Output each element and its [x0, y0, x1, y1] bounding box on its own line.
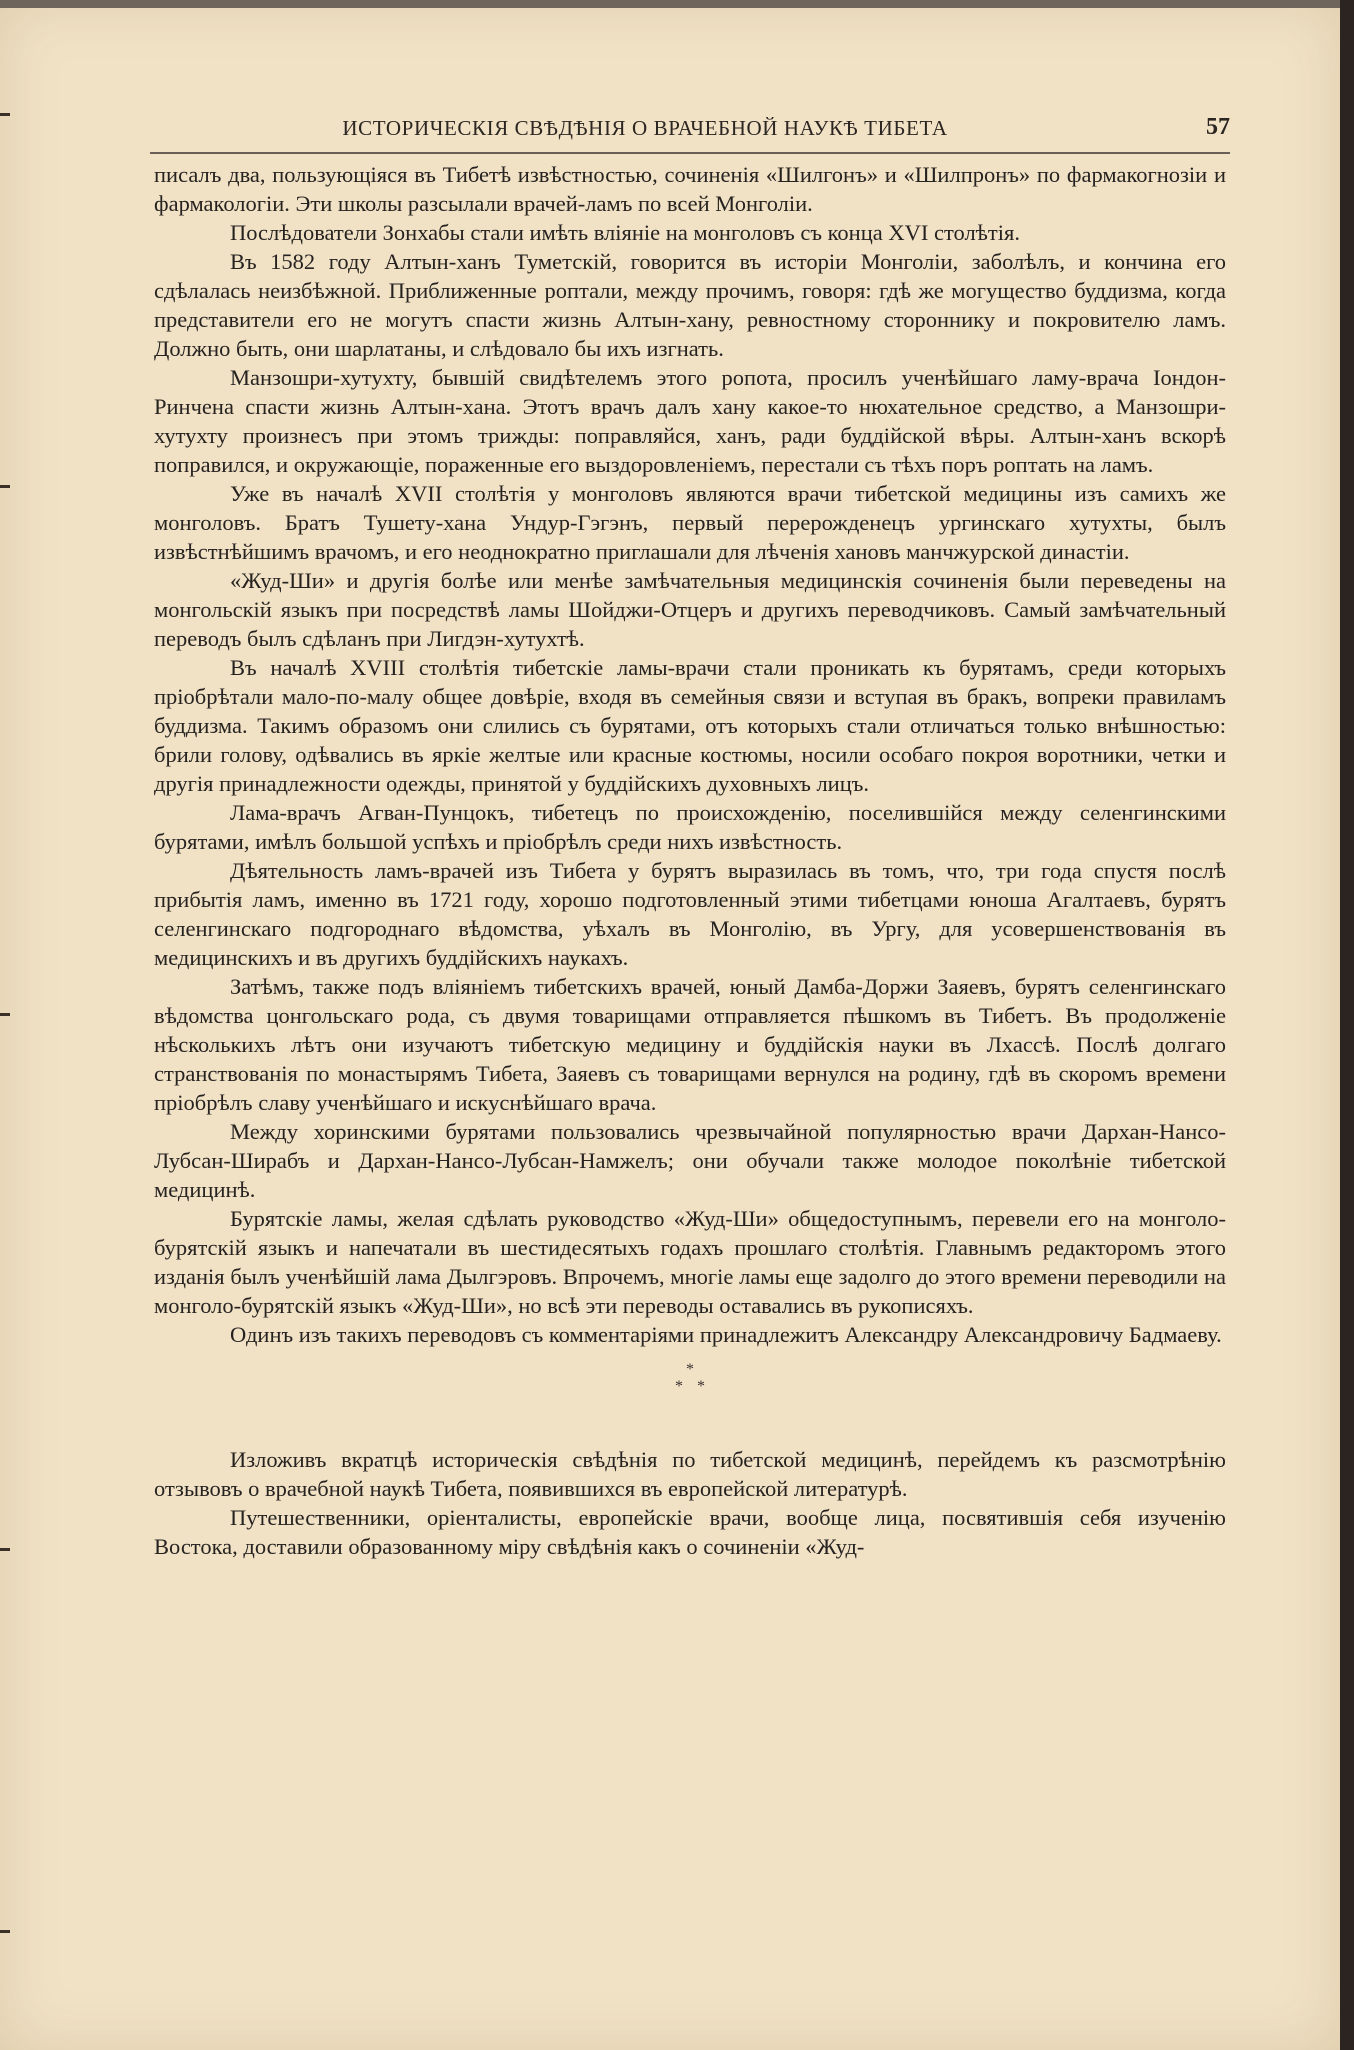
running-title: ИСТОРИЧЕСКІЯ СВѢДѢНІЯ О ВРАЧЕБНОЙ НАУКѢ ТИБЕТА — [342, 116, 948, 140]
paragraph: писалъ два, пользующіяся въ Тибетѣ извѣстностью, сочиненія «Шилгонъ» и «Шилпронъ» по фармакогнозіи и фармакологіи. Эти школы разсылали врачей-ламъ по всей Монголіи. — [154, 162, 1226, 216]
paragraph: «Жуд-Ши» и другія болѣе или менѣе замѣчательныя медицинскія сочиненія были переведены на монгольскій языкъ при посредствѣ ламы Шойджи-Отцеръ и другихъ переводчиковъ. Самый замѣчательный переводъ былъ сдѣланъ при Лигдэн-хутухтѣ. — [154, 568, 1226, 651]
page-number: 57 — [1206, 114, 1230, 140]
margin-mark — [0, 485, 10, 488]
margin-mark — [0, 1548, 10, 1551]
paragraph: Изложивъ вкратцѣ историческія свѣдѣнія по тибетской медицинѣ, перейдемъ къ разсмотрѣнію отзывовъ о врачебной наукѣ Тибета, появившихся въ европейской литературѣ. — [154, 1447, 1226, 1501]
paragraph: Бурятскіе ламы, желая сдѣлать руководство «Жуд-Ши» общедоступнымъ, перевели его на монголо-бурятскій языкъ и напечатали въ шестидесятыхъ годахъ прошлаго столѣтія. Главнымъ редакторомъ этого изданія былъ ученѣйшій лама Дылгэровъ. Впрочемъ, многіе ламы еще задолго до этого времени переводили на монголо-бурятскій языкъ «Жуд-Ши», но всѣ эти переводы оставались въ рукописяхъ. — [154, 1206, 1226, 1318]
asterism-top: * — [686, 1361, 694, 1378]
paragraph: Манзошри-хутухту, бывшій свидѣтелемъ этого ропота, просилъ ученѣйшаго ламу-врача Іондон-Ринчена спасти жизнь Алтын-хана. Этотъ врачъ далъ хану какое-то нюхательное средство, а Манзошри-хутухту произнесъ при этомъ трижды: поправляйся, ханъ, ради буддійской вѣры. Алтын-ханъ вскорѣ поправился, и окружающіе, пораженные его выздоровленіемъ, перестали съ тѣхъ поръ роптать на ламъ. — [154, 365, 1226, 477]
margin-mark — [0, 113, 10, 116]
asterism-bottom: ** — [675, 1378, 719, 1395]
paragraph: Дѣятельность ламъ-врачей изъ Тибета у бурятъ выразилась въ томъ, что, три года спустя послѣ прибытія ламъ, именно въ 1721 году, хорошо подготовленный этими тибетцами юноша Агалтаевъ, бурятъ селенгинскаго подгороднаго вѣдомства, уѣхалъ въ Монголію, въ Ургу, для усовершенствованія въ медицинскихъ и въ другихъ буддійскихъ наукахъ. — [154, 858, 1226, 970]
page-header — [150, 112, 1230, 154]
scan-top-edge — [0, 0, 1340, 8]
paragraph: Одинъ изъ такихъ переводовъ съ комментаріями принадлежитъ Александру Александровичу Бадмаеву. — [230, 1322, 1222, 1347]
paragraph: Лама-врачъ Агван-Пунцокъ, тибетецъ по происхожденію, поселившійся между селенгинскими бурятами, имѣлъ большой успѣхъ и пріобрѣлъ среди нихъ извѣстность. — [154, 800, 1226, 854]
paragraph: Въ началѣ XVIII столѣтія тибетскіе ламы-врачи стали проникать къ бурятамъ, среди которыхъ пріобрѣтали мало-по-малу общее довѣріе, входя въ семейныя связи и вступая въ бракъ, вопреки правиламъ буддизма. Такимъ образомъ они слились съ бурятами, отъ которыхъ стали отличаться только внѣшностью: брили голову, одѣвались въ яркіе желтые или красные костюмы, носили особаго покроя воротники, четки и другія принадлежности одежды, принятой у буддійскихъ духовныхъ лицъ. — [154, 655, 1226, 796]
paragraph: Затѣмъ, также подъ вліяніемъ тибетскихъ врачей, юный Дамба-Доржи Заяевъ, бурятъ селенгинскаго вѣдомства цонгольскаго рода, съ двумя товарищами отправляется пѣшкомъ въ Тибетъ. Въ продолженіе нѣсколькихъ лѣтъ они изучаютъ тибетскую медицину и буддійскія науки въ Лхассѣ. Послѣ долгаго странствованія по монастырямъ Тибета, Заяевъ съ товарищами вернулся на родину, гдѣ въ скоромъ времени пріобрѣлъ славу ученѣйшаго и искуснѣйшаго врача. — [154, 974, 1226, 1115]
paragraph: Между хоринскими бурятами пользовались чрезвычайной популярностью врачи Дархан-Нансо-Лубсан-Ширабъ и Дархан-Нансо-Лубсан-Намжелъ; они обучали также молодое поколѣніе тибетской медицинѣ. — [154, 1119, 1226, 1202]
margin-mark — [0, 1013, 10, 1016]
section-break-asterism — [154, 1361, 1226, 1395]
paragraph: Послѣдователи Зонхабы стали имѣть вліяніе на монголовъ съ конца XVI столѣтія. — [230, 220, 1020, 245]
body-text — [154, 160, 1226, 1561]
paragraph: Въ 1582 году Алтын-ханъ Туметскій, говорится въ исторіи Монголіи, заболѣлъ, и кончина его сдѣлалась неизбѣжной. Приближенные роптали, между прочимъ, говоря: гдѣ же могущество буддизма, когда представители его не могутъ спасти жизнь Алтын-хану, ревностному стороннику и покровителю ламъ. Должно быть, они шарлатаны, и слѣдовало бы ихъ изгнать. — [154, 249, 1226, 361]
margin-mark — [0, 1930, 10, 1933]
paragraph: Путешественники, оріенталисты, европейскіе врачи, вообще лица, посвятившія себя изученію Востока, доставили образованному міру свѣдѣнія какъ о сочиненіи «Жуд- — [154, 1505, 1226, 1559]
paragraph: Уже въ началѣ XVII столѣтія у монголовъ являются врачи тибетской медицины изъ самихъ же монголовъ. Братъ Тушету-хана Ундур-Гэгэнъ, первый перерожденецъ ургинскаго хутухты, былъ извѣстнѣйшимъ врачомъ, и его неоднократно приглашали для лѣченія хановъ манчжурской династіи. — [154, 481, 1226, 564]
